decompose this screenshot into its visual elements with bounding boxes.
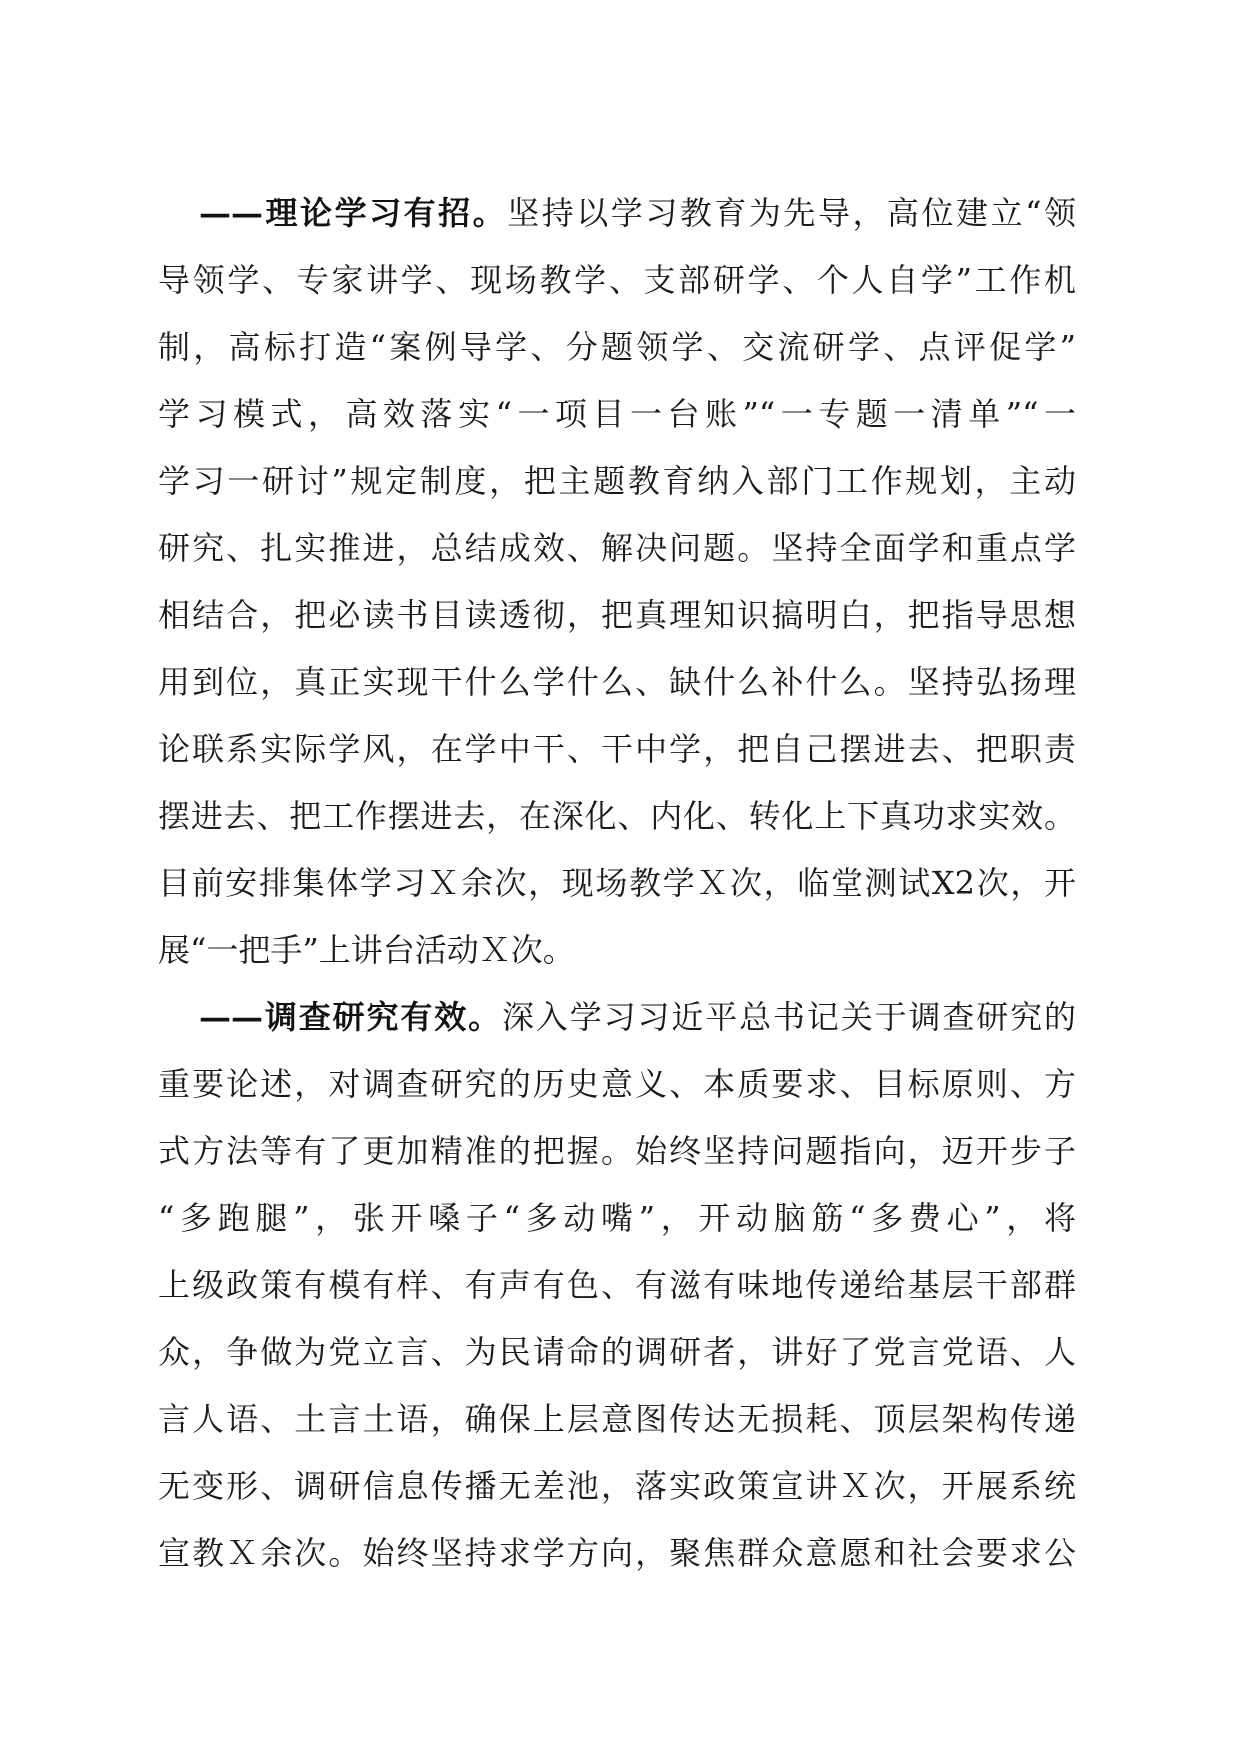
paragraph-line: 制，高标打造“案例导学、分题领学、交流研学、点评促学” [158, 328, 1076, 366]
paragraph-line: 学习模式，高效落实“一项目一台账”“一专题一清单”“一 [158, 395, 1076, 433]
paragraph-1-text: 坚持以学习教育为先导，高位建立“领 [507, 194, 1076, 232]
paragraph-2-text: 深入学习习近平总书记关于调查研究的 [502, 998, 1076, 1036]
paragraph-line: “多跑腿”，张开嗓子“多动嘴”，开动脑筋“多费心”，将 [158, 1199, 1076, 1237]
paragraph-1-line-1 [158, 180, 1076, 247]
paragraph-1-heading: ——理论学习有招。 [199, 194, 508, 232]
paragraph-line: 展“一把手”上讲台活动Ｘ次。 [158, 931, 575, 969]
paragraph-line: 上级政策有模有样、有声有色、有滋有味地传递给基层干部群 [158, 1266, 1076, 1304]
paragraph-line: 论联系实际学风，在学中干、干中学，把自己摆进去、把职责 [158, 730, 1076, 768]
paragraph-line: 无变形、调研信息传播无差池，落实政策宣讲Ｘ次，开展系统 [158, 1467, 1076, 1505]
paragraph-line: 宣教Ｘ余次。始终坚持求学方向，聚焦群众意愿和社会要求公 [158, 1534, 1076, 1572]
paragraph-line: 导领学、专家讲学、现场教学、支部研学、个人自学”工作机 [158, 261, 1076, 299]
paragraph-line: 相结合，把必读书目读透彻，把真理知识搞明白，把指导思想 [158, 596, 1076, 634]
paragraph-line: 摆进去、把工作摆进去，在深化、内化、转化上下真功求实效。 [158, 797, 1076, 835]
paragraph-2-line-1 [158, 984, 1076, 1051]
paragraph-line: 目前安排集体学习Ｘ余次，现场教学Ｘ次，临堂测试X2次，开 [158, 864, 1076, 902]
paragraph-line: 重要论述，对调查研究的历史意义、本质要求、目标原则、方 [158, 1065, 1076, 1103]
paragraph-line: 研究、扎实推进，总结成效、解决问题。坚持全面学和重点学 [158, 529, 1076, 567]
paragraph-line: 言人语、土言土语，确保上层意图传达无损耗、顶层架构传递 [158, 1400, 1076, 1438]
document-body [158, 180, 1076, 1587]
paragraph-2-heading: ——调查研究有效。 [199, 998, 502, 1036]
paragraph-line: 式方法等有了更加精准的把握。始终坚持问题指向，迈开步子 [158, 1132, 1076, 1170]
paragraph-line: 学习一研讨”规定制度，把主题教育纳入部门工作规划，主动 [158, 462, 1076, 500]
paragraph-line: 用到位，真正实现干什么学什么、缺什么补什么。坚持弘扬理 [158, 663, 1076, 701]
paragraph-line: 众，争做为党立言、为民请命的调研者，讲好了党言党语、人 [158, 1333, 1076, 1371]
